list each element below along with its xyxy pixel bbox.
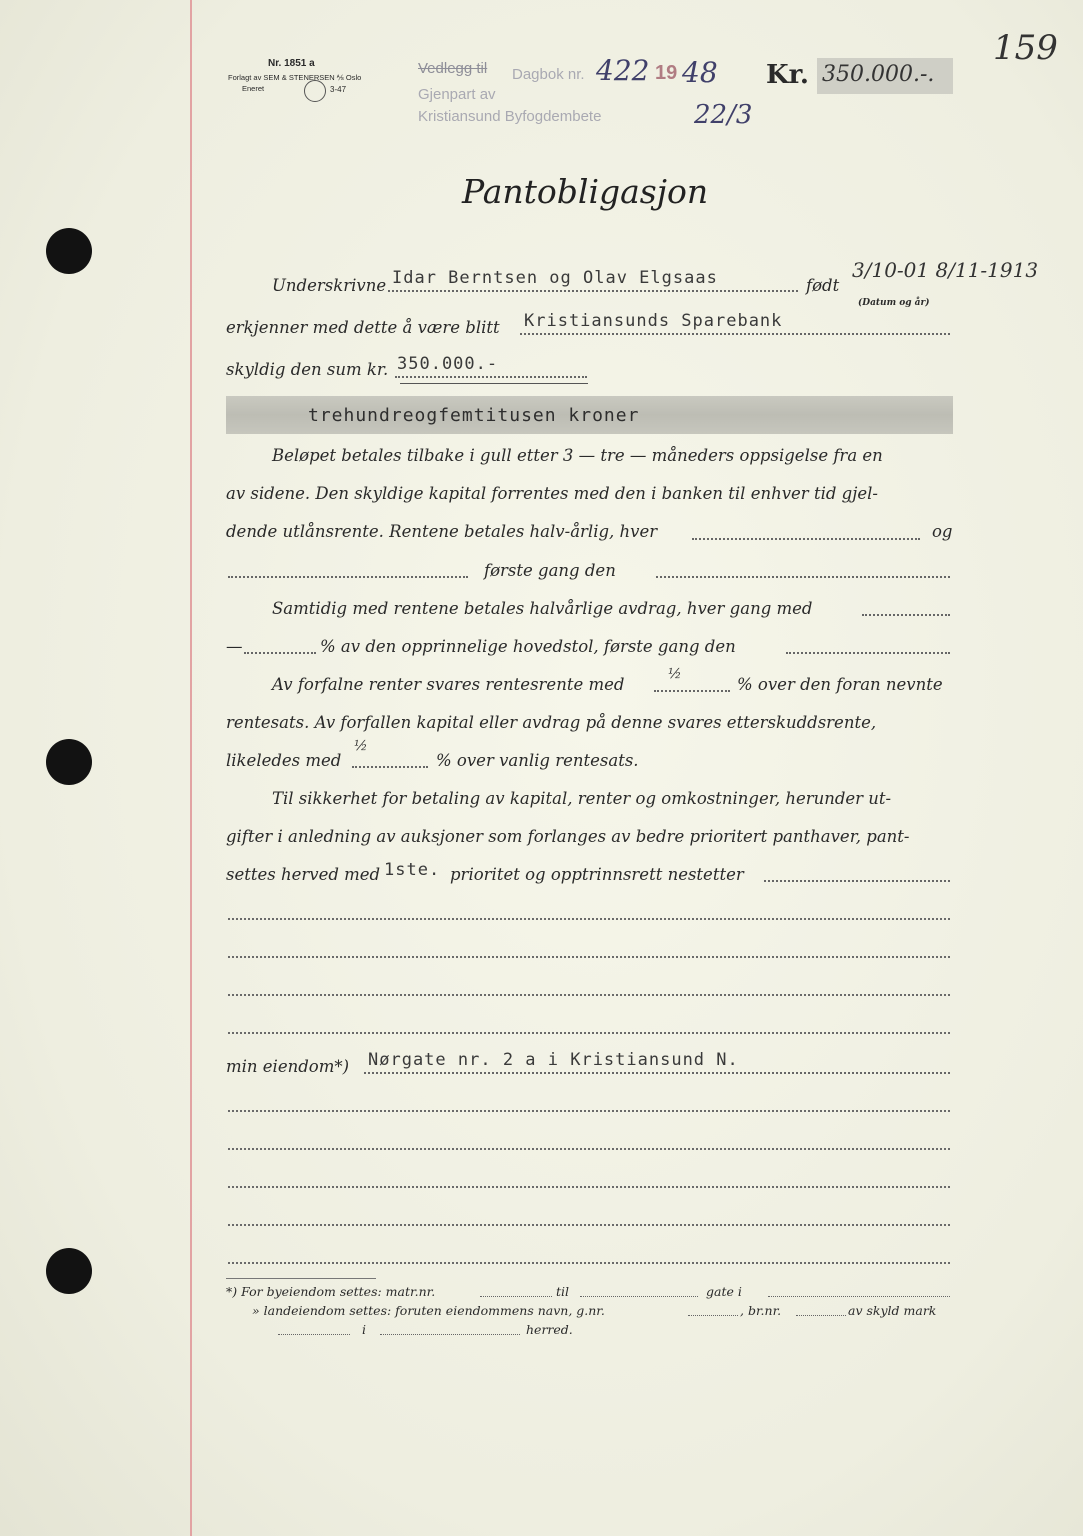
- header-amount: 350.000.-.: [822, 62, 935, 87]
- footnote-line1-dots-a: [480, 1296, 552, 1297]
- punch-hole-top: [46, 228, 92, 274]
- footnote-line3-dots-b: [380, 1334, 520, 1335]
- underskrivne-value: Idar Berntsen og Olav Elgsaas: [392, 268, 718, 288]
- blank-line-8: [228, 1224, 950, 1226]
- stamp-date: 22/3: [694, 100, 753, 130]
- p1-line4: første gang den: [484, 561, 616, 580]
- p2-line2-start: —: [226, 637, 243, 656]
- p2-line2-dots-b: [786, 652, 950, 654]
- p3-line1-a: Av forfalne renter svares rentesrente med: [272, 675, 625, 694]
- punch-hole-bottom: [46, 1248, 92, 1294]
- p2-line1: Samtidig med rentene betales halvårlige avdrag, hver gang med: [272, 599, 813, 618]
- footnote-line2-dots-a: [688, 1315, 738, 1316]
- p3-line1-dots: [654, 690, 730, 692]
- footnote-line3-b: herred.: [526, 1322, 573, 1337]
- blank-line-6: [228, 1148, 950, 1150]
- margin-rule: [190, 0, 192, 1536]
- p1-line3: dende utlånsrente. Rentene betales halv-årlig, hver: [226, 522, 658, 541]
- priority-value: 1ste.: [384, 860, 441, 880]
- p4-line3-a: settes herved med: [226, 865, 381, 884]
- p4-line2: gifter i anledning av auksjoner som forlanges av bedre prioritert panthaver, pant-: [226, 827, 910, 846]
- p3-line3-a: likeledes med: [226, 751, 342, 770]
- publisher-seal-icon: [304, 80, 326, 102]
- p3-line2: rentesats. Av forfallen kapital eller avdrag på denne svares etterskuddsrente,: [226, 713, 877, 732]
- erkjenner-label: erkjenner med dette å være blitt: [226, 318, 500, 337]
- blank-line-3: [228, 994, 950, 996]
- document-title: Pantobligasjon: [462, 172, 709, 211]
- underskrivne-label: Underskrivne: [272, 276, 387, 295]
- stamp-gjenpart: Gjenpart av: [418, 86, 496, 103]
- sum-value: 350.000.-: [397, 354, 499, 374]
- blank-line-9: [228, 1262, 950, 1264]
- page-number: 159: [993, 28, 1058, 68]
- footnote-line3-dots-a: [278, 1334, 350, 1335]
- footnote-line1-dots-c: [768, 1296, 950, 1297]
- p3-line1-b: % over den foran nevnte: [737, 675, 943, 694]
- datum-note: (Datum og år): [858, 298, 930, 308]
- p3-line3-b: % over vanlig rentesats.: [436, 751, 639, 770]
- footnote-line2-b: , br.nr.: [740, 1303, 782, 1318]
- stamp-vedlegg: Vedlegg til: [418, 60, 488, 77]
- eiendom-dots: [364, 1072, 950, 1074]
- amount-words: trehundreogfemtitusen kroner: [308, 405, 640, 426]
- p2-line2: % av den opprinnelige hovedstol, første gang den: [320, 637, 736, 656]
- blank-line-5: [228, 1110, 950, 1112]
- p3-fraction-1: ½: [668, 666, 682, 682]
- stamp-year-prefix: 19: [655, 62, 678, 84]
- footnote-line2-dots-b: [796, 1315, 846, 1316]
- footnote-line2-a: » landeiendom settes: foruten eiendommens navn, g.nr.: [252, 1303, 605, 1318]
- blank-line-2: [228, 956, 950, 958]
- eiendom-value: Nørgate nr. 2 a i Kristiansund N.: [368, 1050, 739, 1070]
- p4-line3-dots: [764, 880, 950, 882]
- p1-line4-dots-a: [228, 576, 468, 578]
- eiendom-label: min eiendom*): [226, 1057, 350, 1076]
- p1-line2: av sidene. Den skyldige kapital forrentes med den i banken til enhver tid gjel-: [226, 484, 878, 503]
- blank-line-4: [228, 1032, 950, 1034]
- stamp-office: Kristiansund Byfogdembete: [418, 108, 602, 125]
- stamp-dagbok-label: Dagbok nr.: [512, 66, 585, 83]
- blank-line-1: [228, 918, 950, 920]
- blank-line-7: [228, 1186, 950, 1188]
- fodt-label: født: [806, 276, 840, 295]
- footnote-line2-c: av skyld mark: [848, 1303, 937, 1318]
- p1-line3-end: og: [932, 522, 953, 541]
- form-number: Nr. 1851 a: [268, 58, 315, 69]
- footnote-line1-a: *) For byeiendom settes: matr.nr.: [226, 1284, 436, 1299]
- p4-line1: Til sikkerhet for betaling av kapital, renter og omkostninger, herunder ut-: [272, 789, 892, 808]
- p3-fraction-2: ½: [354, 738, 368, 754]
- footnote-line1-dots-b: [580, 1296, 698, 1297]
- p1-line3-dots: [692, 538, 920, 540]
- form-rights: Eneret: [242, 84, 265, 93]
- sum-dots: [395, 376, 587, 378]
- p2-line2-dots-a: [244, 652, 316, 654]
- punch-hole-middle: [46, 739, 92, 785]
- dagbok-number: 422: [596, 54, 650, 87]
- creditor-name: Kristiansunds Sparebank: [524, 311, 783, 331]
- creditor-dots: [520, 333, 950, 335]
- footnote-line1-c: gate i: [706, 1284, 742, 1299]
- underskrivne-dots: [388, 290, 798, 292]
- p2-line1-dots: [862, 614, 950, 616]
- form-publisher: Forlagt av SEM & STENERSEN ⅍ Oslo: [228, 73, 362, 82]
- footnote-line1-b: til: [556, 1284, 570, 1299]
- fodt-value: 3/10-01 8/11-1913: [852, 258, 1039, 282]
- sum-rule: [400, 383, 588, 384]
- kr-label: Kr.: [766, 60, 809, 90]
- stamp-year-suffix: 48: [682, 56, 718, 89]
- skyldig-label: skyldig den sum kr.: [226, 360, 389, 379]
- form-edition: 3-47: [330, 85, 347, 94]
- p1-line4-dots-b: [656, 576, 950, 578]
- p3-line3-dots: [352, 766, 428, 768]
- p4-line3-b: prioritet og opptrinnsrett nestetter: [450, 865, 744, 884]
- p1-line1: Beløpet betales tilbake i gull etter 3 — tre — måneders oppsigelse fra en: [272, 446, 883, 465]
- footnote-line3-a: i: [362, 1322, 366, 1337]
- footnote-rule: [226, 1278, 376, 1279]
